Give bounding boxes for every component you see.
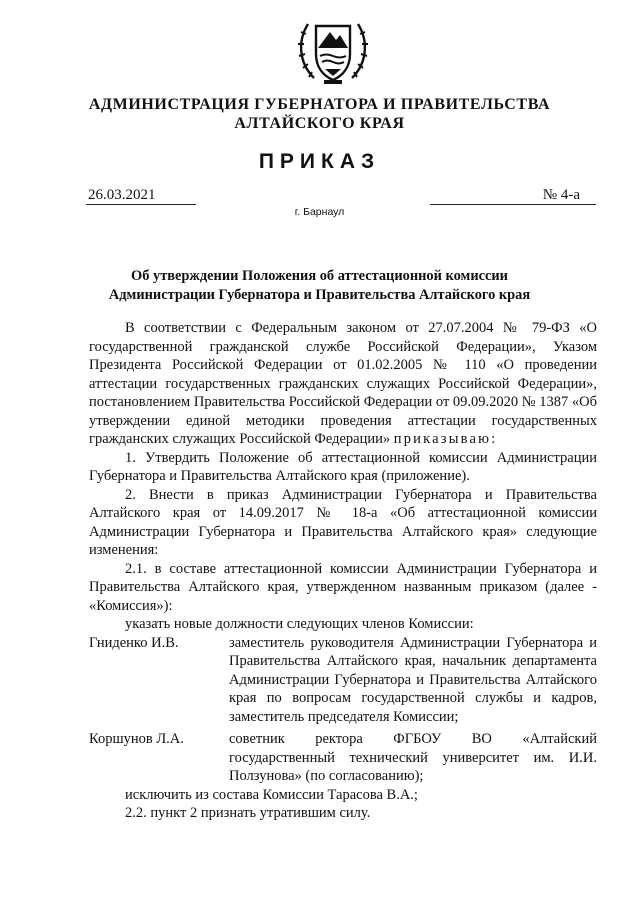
preamble-text: В соответствии с Федеральным законом от 27.07.2004 № 79-ФЗ «О государственной гражданской службе Российской Федерации», Указом Президента Российской Федерации от 01.02.2005 № 110 «О проведении аттестации государственных гражданских служащих Российской Федерации», постановлением Правительства Российской Федерации от 09.09.2020 № 1387 «Об утверждении единой методики проведения аттестации государственных гражданских служащих Российской Федерации» [89,320,597,447]
new-positions-intro: указать новые должности следующих членов Комиссии: [125,616,474,632]
member-name: Гниденко И.В. [89,634,179,651]
subject-line2: Администрации Губернатора и Правительства Алтайского края [108,287,531,303]
member-position: советник ректора ФГБОУ ВО «Алтайский государственный технический университет им. И.И. Ползунова» (по согласованию); [229,731,597,784]
subject-line1: Об утверждении Положения об аттестационной комиссии [131,268,508,284]
preamble-paragraph [89,319,597,449]
member-row [89,634,597,727]
document-type-title: ПРИКАЗ [258,150,381,173]
organization-name-line2: АЛТАЙСКОГО КРАЯ [234,115,405,132]
member-name: Коршунов Л.А. [89,731,184,747]
coat-of-arms-icon [296,14,370,88]
item-2: 2. Внести в приказ Администрации Губернатора и Правительства Алтайского края от 14.09.2017 № 18-а «Об аттестационной комиссии Администрации Губернатора и Правительства Алтайского края» следующие изменения: [89,486,597,558]
item-2-1: 2.1. в составе аттестационной комиссии Администрации Губернатора и Правительства Алтайского края, утвержденном названным приказом (далее - «Комиссия»): [89,560,597,614]
organization-name-line1: АДМИНИСТРАЦИЯ ГУБЕРНАТОРА И ПРАВИТЕЛЬСТВА [88,96,551,113]
member-row [89,730,597,786]
order-body [89,319,597,823]
order-number: № 4-а [430,186,596,205]
item-1: 1. Утвердить Положение об аттестационной комиссии Администрации Губернатора и Правительства Алтайского края (приложение). [89,449,597,484]
order-date: 26.03.2021 [86,186,196,205]
city-label: г. Барнаул [294,206,345,218]
exclude-member: исключить из состава Комиссии Тарасова В.А.; [125,786,418,803]
member-position: заместитель руководителя Администрации Губернатора и Правительства Алтайского края, начальник департамента Администрации Губернатора и Правительства Алтайского края по вопросам государственной службы и кадров, заместитель председателя Комиссии; [229,634,597,725]
order-verb: приказываю: [393,431,498,447]
item-2-2: 2.2. пункт 2 признать утратившим силу. [125,805,371,821]
